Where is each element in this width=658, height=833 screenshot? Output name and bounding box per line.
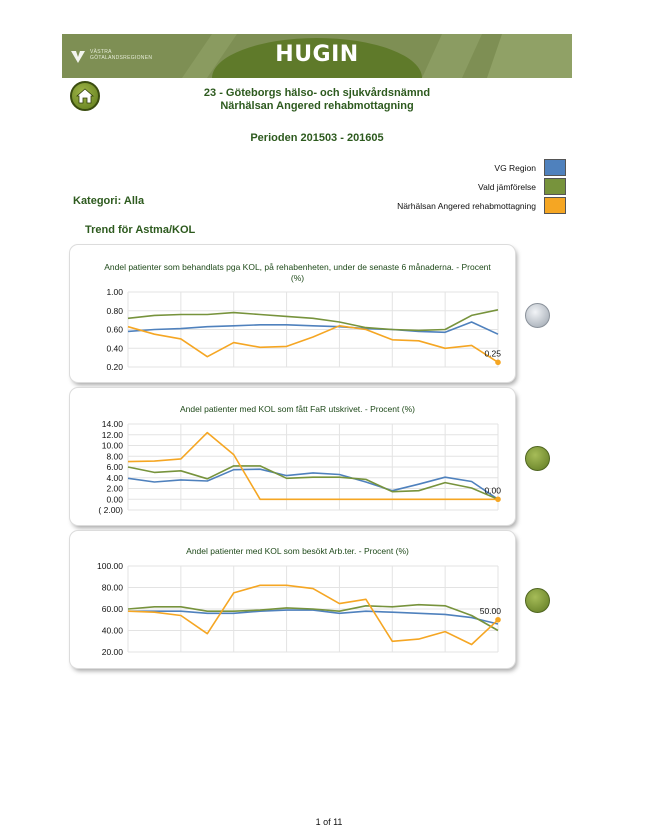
last-point-marker — [495, 360, 501, 366]
legend-swatch — [544, 178, 566, 195]
line-chart — [70, 388, 515, 525]
legend-label: VG Region — [494, 163, 536, 173]
y-tick-label: ( 2.00) — [98, 505, 123, 515]
status-indicator-gray[interactable] — [525, 303, 550, 328]
unit-header-line1: 23 - Göteborgs hälso- och sjukvårdsnämnd — [203, 87, 431, 99]
vgr-logo-text: VÄSTRA GÖTALANDSREGIONEN — [90, 49, 153, 61]
y-tick-label: 6.00 — [106, 462, 123, 472]
chart-title: Andel patienter med KOL som fått FaR utskrivet. - Procent (%) — [180, 404, 415, 414]
legend-label: Vald jämförelse — [478, 182, 536, 192]
line-chart — [70, 245, 515, 382]
y-tick-label: 12.00 — [101, 429, 123, 440]
chart-card-kol-far[interactable] — [70, 388, 515, 525]
period-label: Perioden 201503 - 201605 — [250, 132, 384, 144]
data-label-last: 50.00 — [479, 605, 501, 616]
series-line-unit — [128, 433, 498, 500]
line-chart — [70, 531, 515, 668]
chart-card-kol-arbter[interactable] — [70, 531, 515, 668]
data-label-last: 0.25 — [484, 348, 501, 359]
y-tick-label: 0.20 — [106, 362, 123, 372]
legend-label: Närhälsan Angered rehabmottagning — [397, 201, 536, 211]
y-tick-label: 8.00 — [106, 451, 123, 462]
last-point-marker — [495, 617, 501, 623]
y-tick-label: 0.60 — [106, 324, 123, 335]
y-tick-label: 100.00 — [97, 561, 123, 571]
y-tick-label: 10.00 — [101, 440, 123, 451]
y-tick-label: 1.00 — [106, 287, 123, 297]
app-title: HUGIN — [275, 42, 359, 67]
y-tick-label: 40.00 — [101, 625, 123, 636]
y-tick-label: 14.00 — [101, 419, 123, 429]
y-tick-label: 4.00 — [106, 472, 123, 483]
y-tick-label: 0.00 — [106, 494, 123, 505]
y-tick-label: 0.40 — [106, 343, 123, 354]
y-tick-label: 20.00 — [101, 647, 123, 657]
series-line-unit — [128, 326, 498, 363]
last-point-marker — [495, 496, 501, 502]
trend-title: Trend för Astma/KOL — [85, 224, 196, 236]
unit-header-line2: Närhälsan Angered rehabmottagning — [220, 100, 414, 112]
chart-card-kol-rehab[interactable] — [70, 245, 515, 382]
series-line-comp — [128, 466, 498, 499]
y-tick-label: 60.00 — [101, 604, 123, 614]
legend-swatch — [544, 197, 566, 214]
legend-swatch — [544, 159, 566, 176]
status-indicator-green[interactable] — [525, 446, 550, 471]
series-line-comp — [128, 310, 498, 331]
chart-title: Andel patienter som behandlats pga KOL, på rehabenheten, under de senaste 6 månaderna. - Procent (%) — [104, 262, 491, 283]
page-indicator: 1 of 11 — [315, 817, 343, 827]
hugin-banner — [62, 34, 572, 78]
y-tick-label: 0.80 — [106, 305, 123, 316]
status-indicator-green[interactable] — [525, 588, 550, 613]
data-label-last: 0.00 — [484, 485, 501, 496]
category-label: Kategori: Alla — [73, 195, 145, 207]
y-tick-label: 80.00 — [101, 582, 123, 593]
series-line-vg — [128, 469, 498, 499]
series-line-vg — [128, 322, 498, 334]
chart-title: Andel patienter med KOL som besökt Arb.ter. - Procent (%) — [186, 546, 409, 556]
y-tick-label: 2.00 — [106, 483, 123, 494]
